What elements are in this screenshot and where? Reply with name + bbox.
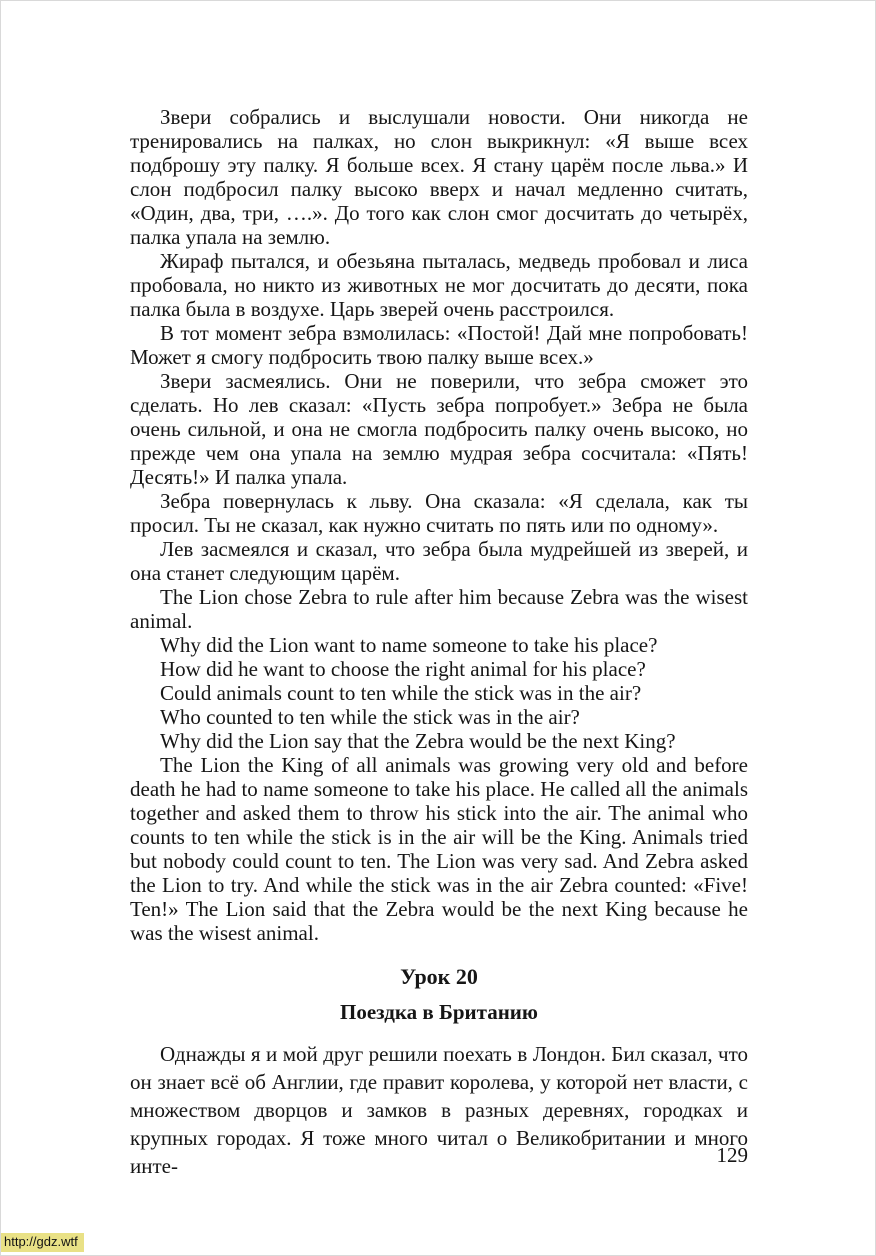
lesson-subheading: Поездка в Британию bbox=[340, 1000, 538, 1024]
russian-story-paragraph: Звери собрались и выслушали новости. Они никогда не тренировались на палках, но слон выкрикнул: «Я выше всех подброшу эту палку. Я больше всех. Я стану царём после льва.» И слон подбросил палку высоко вверх и начал медленно считать, «Один, два, три, ….». До того как слон смог досчитать до четырёх, палка упала на землю. bbox=[130, 105, 748, 249]
english-story-paragraph: The Lion the King of all animals was growing very old and before death he had to name someone to take his place. He called all the animals together and asked them to throw his stick into the air. The animal who counts to ten while the stick is in the air will be the King. Animals tried but nobody could count to ten. The Lion was very sad. And Zebra asked the Lion to try. And while the stick was in the air Zebra counted: «Five! Ten!» The Lion said that the Zebra would be the next King because he was the wisest animal. bbox=[130, 753, 748, 945]
lesson-opening-paragraph: Однажды я и мой друг решили поехать в Лондон. Бил сказал, что он знает всё об Англии, где правит королева, у которой нет власти, с множеством дворцов и замков в разных деревнях, городках и крупных городах. Я тоже много читал о Великобритании и много инте- bbox=[130, 1042, 748, 1178]
russian-story-paragraph: Зебра повернулась к льву. Она сказала: «Я сделала, как ты просил. Ты не сказал, как нужно считать по пять или по одному». bbox=[130, 489, 748, 537]
page-number: 129 bbox=[716, 1143, 748, 1167]
question-line: Why did the Lion say that the Zebra would be the next King? bbox=[160, 729, 676, 753]
russian-story-paragraph: Жираф пытался, и обезьяна пыталась, медведь пробовал и лиса пробовала, но никто из животных не мог досчитать до десяти, пока палка была в воздухе. Царь зверей очень расстроился. bbox=[130, 249, 748, 321]
question-line: Could animals count to ten while the stick was in the air? bbox=[160, 681, 642, 705]
question-line: Why did the Lion want to name someone to take his place? bbox=[160, 633, 658, 657]
english-summary-paragraph: The Lion chose Zebra to rule after him because Zebra was the wisest animal. bbox=[130, 585, 748, 633]
text-column bbox=[130, 105, 748, 1180]
question-line: Who counted to ten while the stick was in the air? bbox=[160, 705, 580, 729]
watermark-url: http://gdz.wtf bbox=[1, 1233, 84, 1252]
question-line: How did he want to choose the right animal for his place? bbox=[160, 657, 646, 681]
russian-story-paragraph: Лев засмеялся и сказал, что зебра была мудрейшей из зверей, и она станет следующим царём. bbox=[130, 537, 748, 585]
lesson-heading: Урок 20 bbox=[400, 964, 478, 989]
russian-story-paragraph: В тот момент зебра взмолилась: «Постой! Дай мне попробовать! Может я смогу подбросить твою палку выше всех.» bbox=[130, 321, 748, 369]
russian-story-paragraph: Звери засмеялись. Они не поверили, что зебра сможет это сделать. Но лев сказал: «Пусть зебра попробует.» Зебра не была очень сильной, и она не смогла подбросить палку очень высоко, но прежде чем она упала на землю мудрая зебра сосчитала: «Пять! Десять!» И палка упала. bbox=[130, 369, 748, 489]
